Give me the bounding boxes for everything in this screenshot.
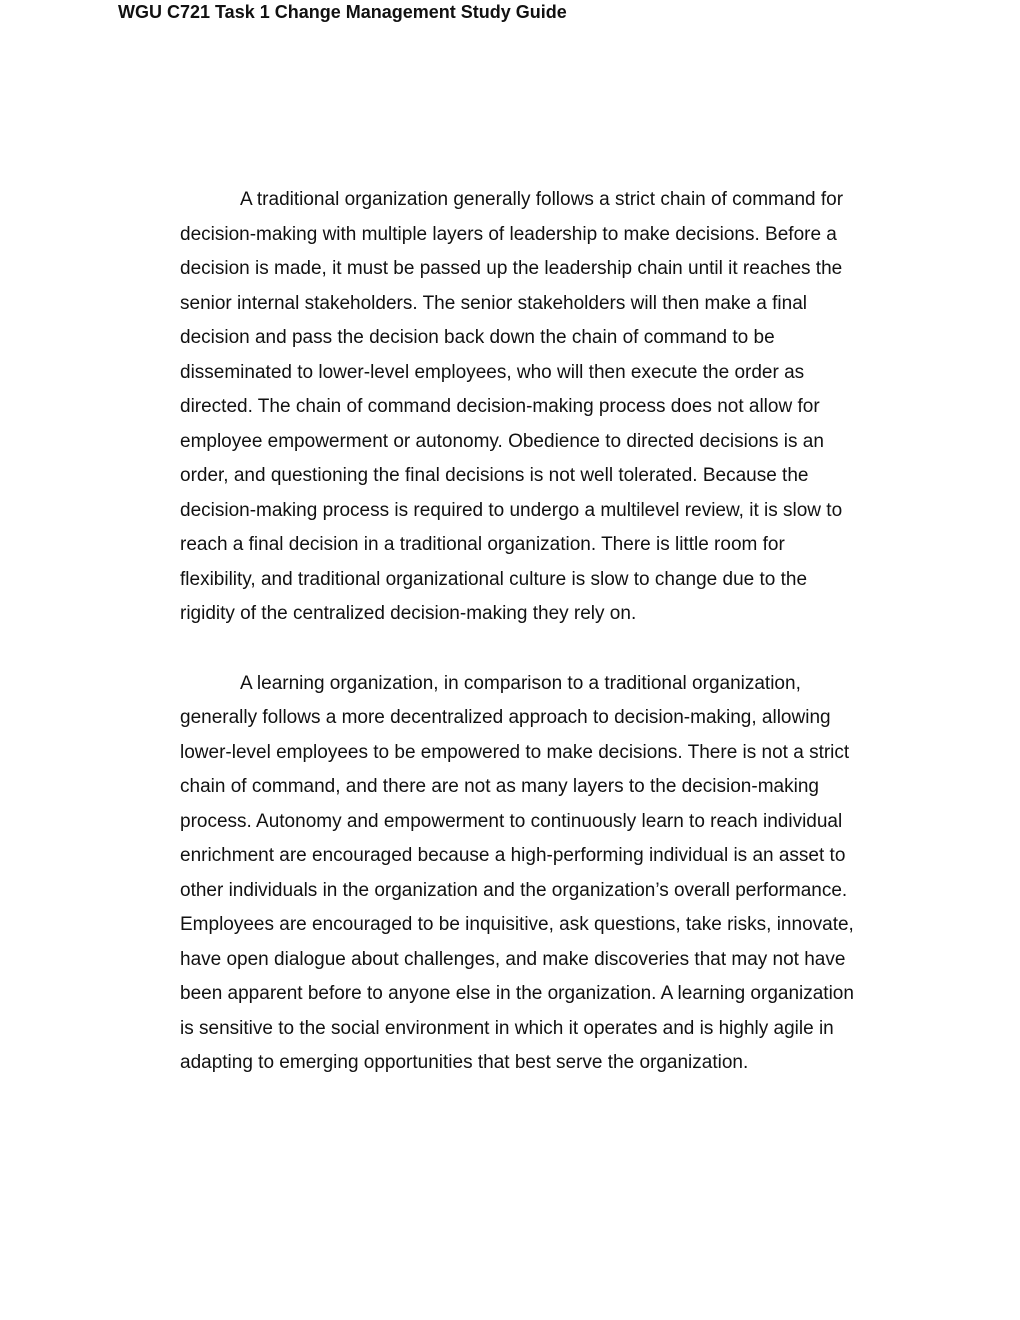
paragraph-line: is sensitive to the social environment in which it operates and is highly agile in: [180, 1017, 834, 1039]
paragraph-line: decision-making process is required to undergo a multilevel review, it is slow to: [180, 499, 843, 521]
paragraph-line: decision is made, it must be passed up the leadership chain until it reaches the: [180, 258, 843, 279]
document-body: [180, 183, 900, 1116]
document-title: WGU C721 Task 1 Change Management Study Guide: [118, 2, 567, 22]
paragraph-line: enrichment are encouraged because a high-performing individual is an asset to: [180, 845, 846, 866]
paragraph-line: chain of command, and there are not as many layers to the decision-making: [180, 776, 819, 797]
paragraph-line: process. Autonomy and empowerment to continuously learn to reach individual: [180, 810, 843, 832]
paragraph-line: decision and pass the decision back down the chain of command to be: [180, 327, 775, 348]
paragraph-line: been apparent before to anyone else in the organization. A learning organization: [180, 983, 854, 1004]
paragraph-learning-organization: [180, 667, 900, 1081]
paragraph-line: rigidity of the centralized decision-making they rely on.: [180, 603, 637, 624]
paragraph-line: lower-level employees to be empowered to make decisions. There is not a strict: [180, 741, 850, 763]
paragraph-line: A traditional organization generally follows a strict chain of command for: [240, 189, 844, 210]
paragraph-line: Employees are encouraged to be inquisitive, ask questions, take risks, innovate,: [180, 914, 854, 935]
paragraph-line: directed. The chain of command decision-making process does not allow for: [180, 396, 820, 417]
paragraph-line: senior internal stakeholders. The senior stakeholders will then make a final: [180, 292, 807, 314]
paragraph-line: adapting to emerging opportunities that best serve the organization.: [180, 1052, 749, 1073]
paragraph-line: decision-making with multiple layers of leadership to make decisions. Before a: [180, 223, 837, 245]
paragraph-line: disseminated to lower-level employees, who will then execute the order as: [180, 361, 805, 383]
paragraph-line: A learning organization, in comparison to a traditional organization,: [240, 672, 801, 694]
paragraph-line: reach a final decision in a traditional organization. There is little room for: [180, 534, 785, 555]
paragraph-line: flexibility, and traditional organizational culture is slow to change due to the: [180, 568, 808, 590]
paragraph-traditional-organization: [180, 183, 900, 632]
paragraph-line: other individuals in the organization and the organization’s overall performance.: [180, 879, 848, 901]
paragraph-line: employee empowerment or autonomy. Obedience to directed decisions is an: [180, 430, 824, 452]
paragraph-line: have open dialogue about challenges, and make discoveries that may not have: [180, 948, 846, 970]
paragraph-line: order, and questioning the final decisions is not well tolerated. Because the: [180, 465, 809, 486]
paragraph-line: generally follows a more decentralized approach to decision-making, allowing: [180, 707, 831, 728]
